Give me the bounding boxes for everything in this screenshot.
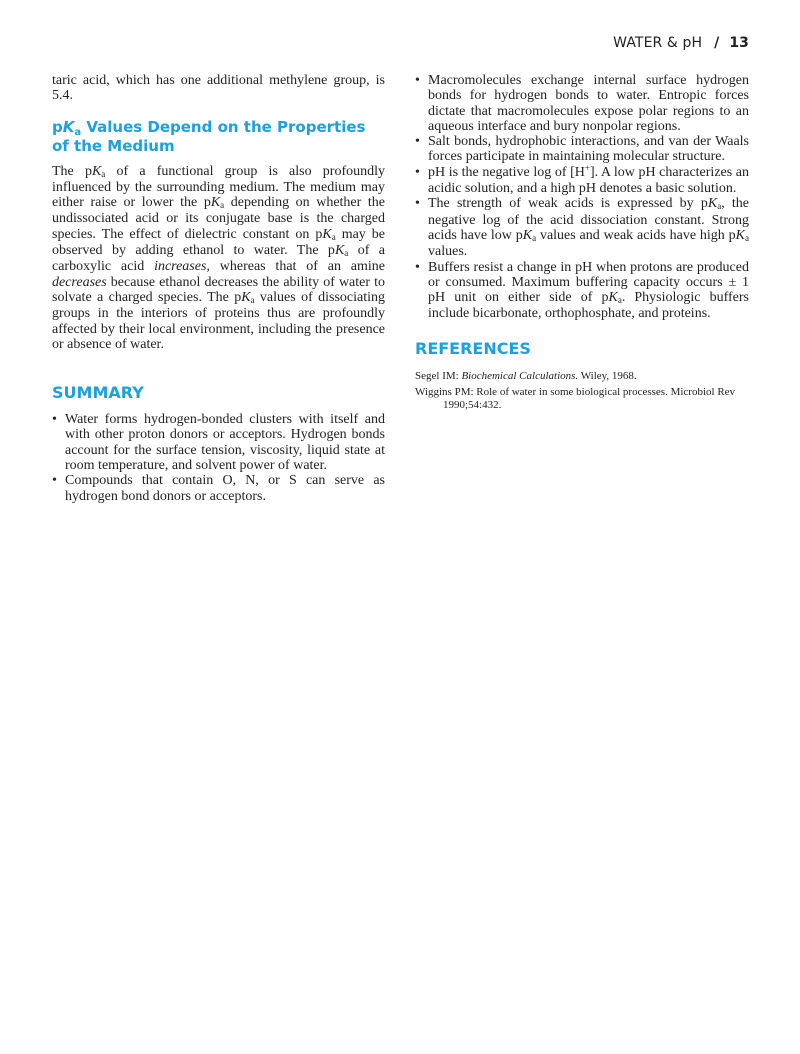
heading-line2: of the Medium [52, 136, 175, 155]
summary-heading: SUMMARY [52, 383, 144, 403]
heading-p: p [52, 117, 63, 136]
left-column [52, 73, 385, 504]
summary-list-continued [415, 73, 749, 322]
summary-item: • Buffers resist a change in pH when protons are produced or consumed. Maximum buffering capacity occurs ± 1 pH unit on either side of pKa. Physiologic buffers include bicarbonate, orthophosphate, and proteins. [415, 260, 749, 322]
pka-paragraph: The pKa of a functional group is also profoundly influenced by the surrounding medium. The medium may either raise or lower the pKa depending on whether the undissociated acid or its conjugate base is the charged species. The effect of dielectric constant on pKa may be observed by adding ethanol to water. The pKa of a carboxylic acid increases, whereas that of an amine decreases because ethanol decreases the ability of water to solvate a charged species. The pKa values of dissociating groups in the interiors of proteins thus are profoundly affected by their local environment, including the presence or absence of water. [52, 163, 385, 352]
running-head-title: WATER & pH [613, 35, 703, 51]
running-head [613, 35, 749, 51]
summary-item: • The strength of weak acids is expressed by pKa, the negative log of the acid dissociation constant. Strong acids have low pKa values and weak acids have high pKa values. [415, 196, 749, 259]
summary-item: • Compounds that contain O, N, or S can serve as hydrogen bond donors or acceptors. [52, 473, 385, 504]
heading-line1-rest: Values Depend on the Properties [81, 117, 366, 136]
references-list [415, 370, 749, 411]
references-heading: REFERENCES [415, 338, 531, 358]
intro-text: taric acid, which has one additional methylene group, is 5.4. [52, 73, 385, 104]
heading-k: K [62, 117, 75, 136]
reference-item: Wiggins PM: Role of water in some biological processes. Microbiol Rev 1990;54:432. [415, 386, 736, 411]
page-number: 13 [729, 35, 749, 51]
heading-a-subscript: a [74, 126, 82, 138]
summary-item: • Macromolecules exchange internal surface hydrogen bonds for hydrogen bonds to water. Entropic forces dictate that macromolecules expose polar regions to an aqueous interface and bury nonpolar regions. [415, 73, 749, 134]
summary-list [52, 412, 385, 504]
reference-item: Segel IM: Biochemical Calculations. Wiley, 1968. [415, 369, 637, 382]
running-head-separator: / [714, 35, 720, 51]
right-column [415, 73, 749, 411]
summary-item: • Salt bonds, hydrophobic interactions, and van der Waals forces participate in maintaining molecular structure. [415, 134, 749, 165]
summary-item: • Water forms hydrogen-bonded clusters with itself and with other proton donors or acceptors. Hydrogen bonds account for the surface tension, viscosity, liquid state at room temperature, and solvent power of water. [52, 412, 385, 473]
summary-item: • pH is the negative log of [H+]. A low pH characterizes an acidic solution, and a high pH denotes a basic solution. [415, 165, 749, 197]
pka-section-heading [52, 119, 385, 155]
